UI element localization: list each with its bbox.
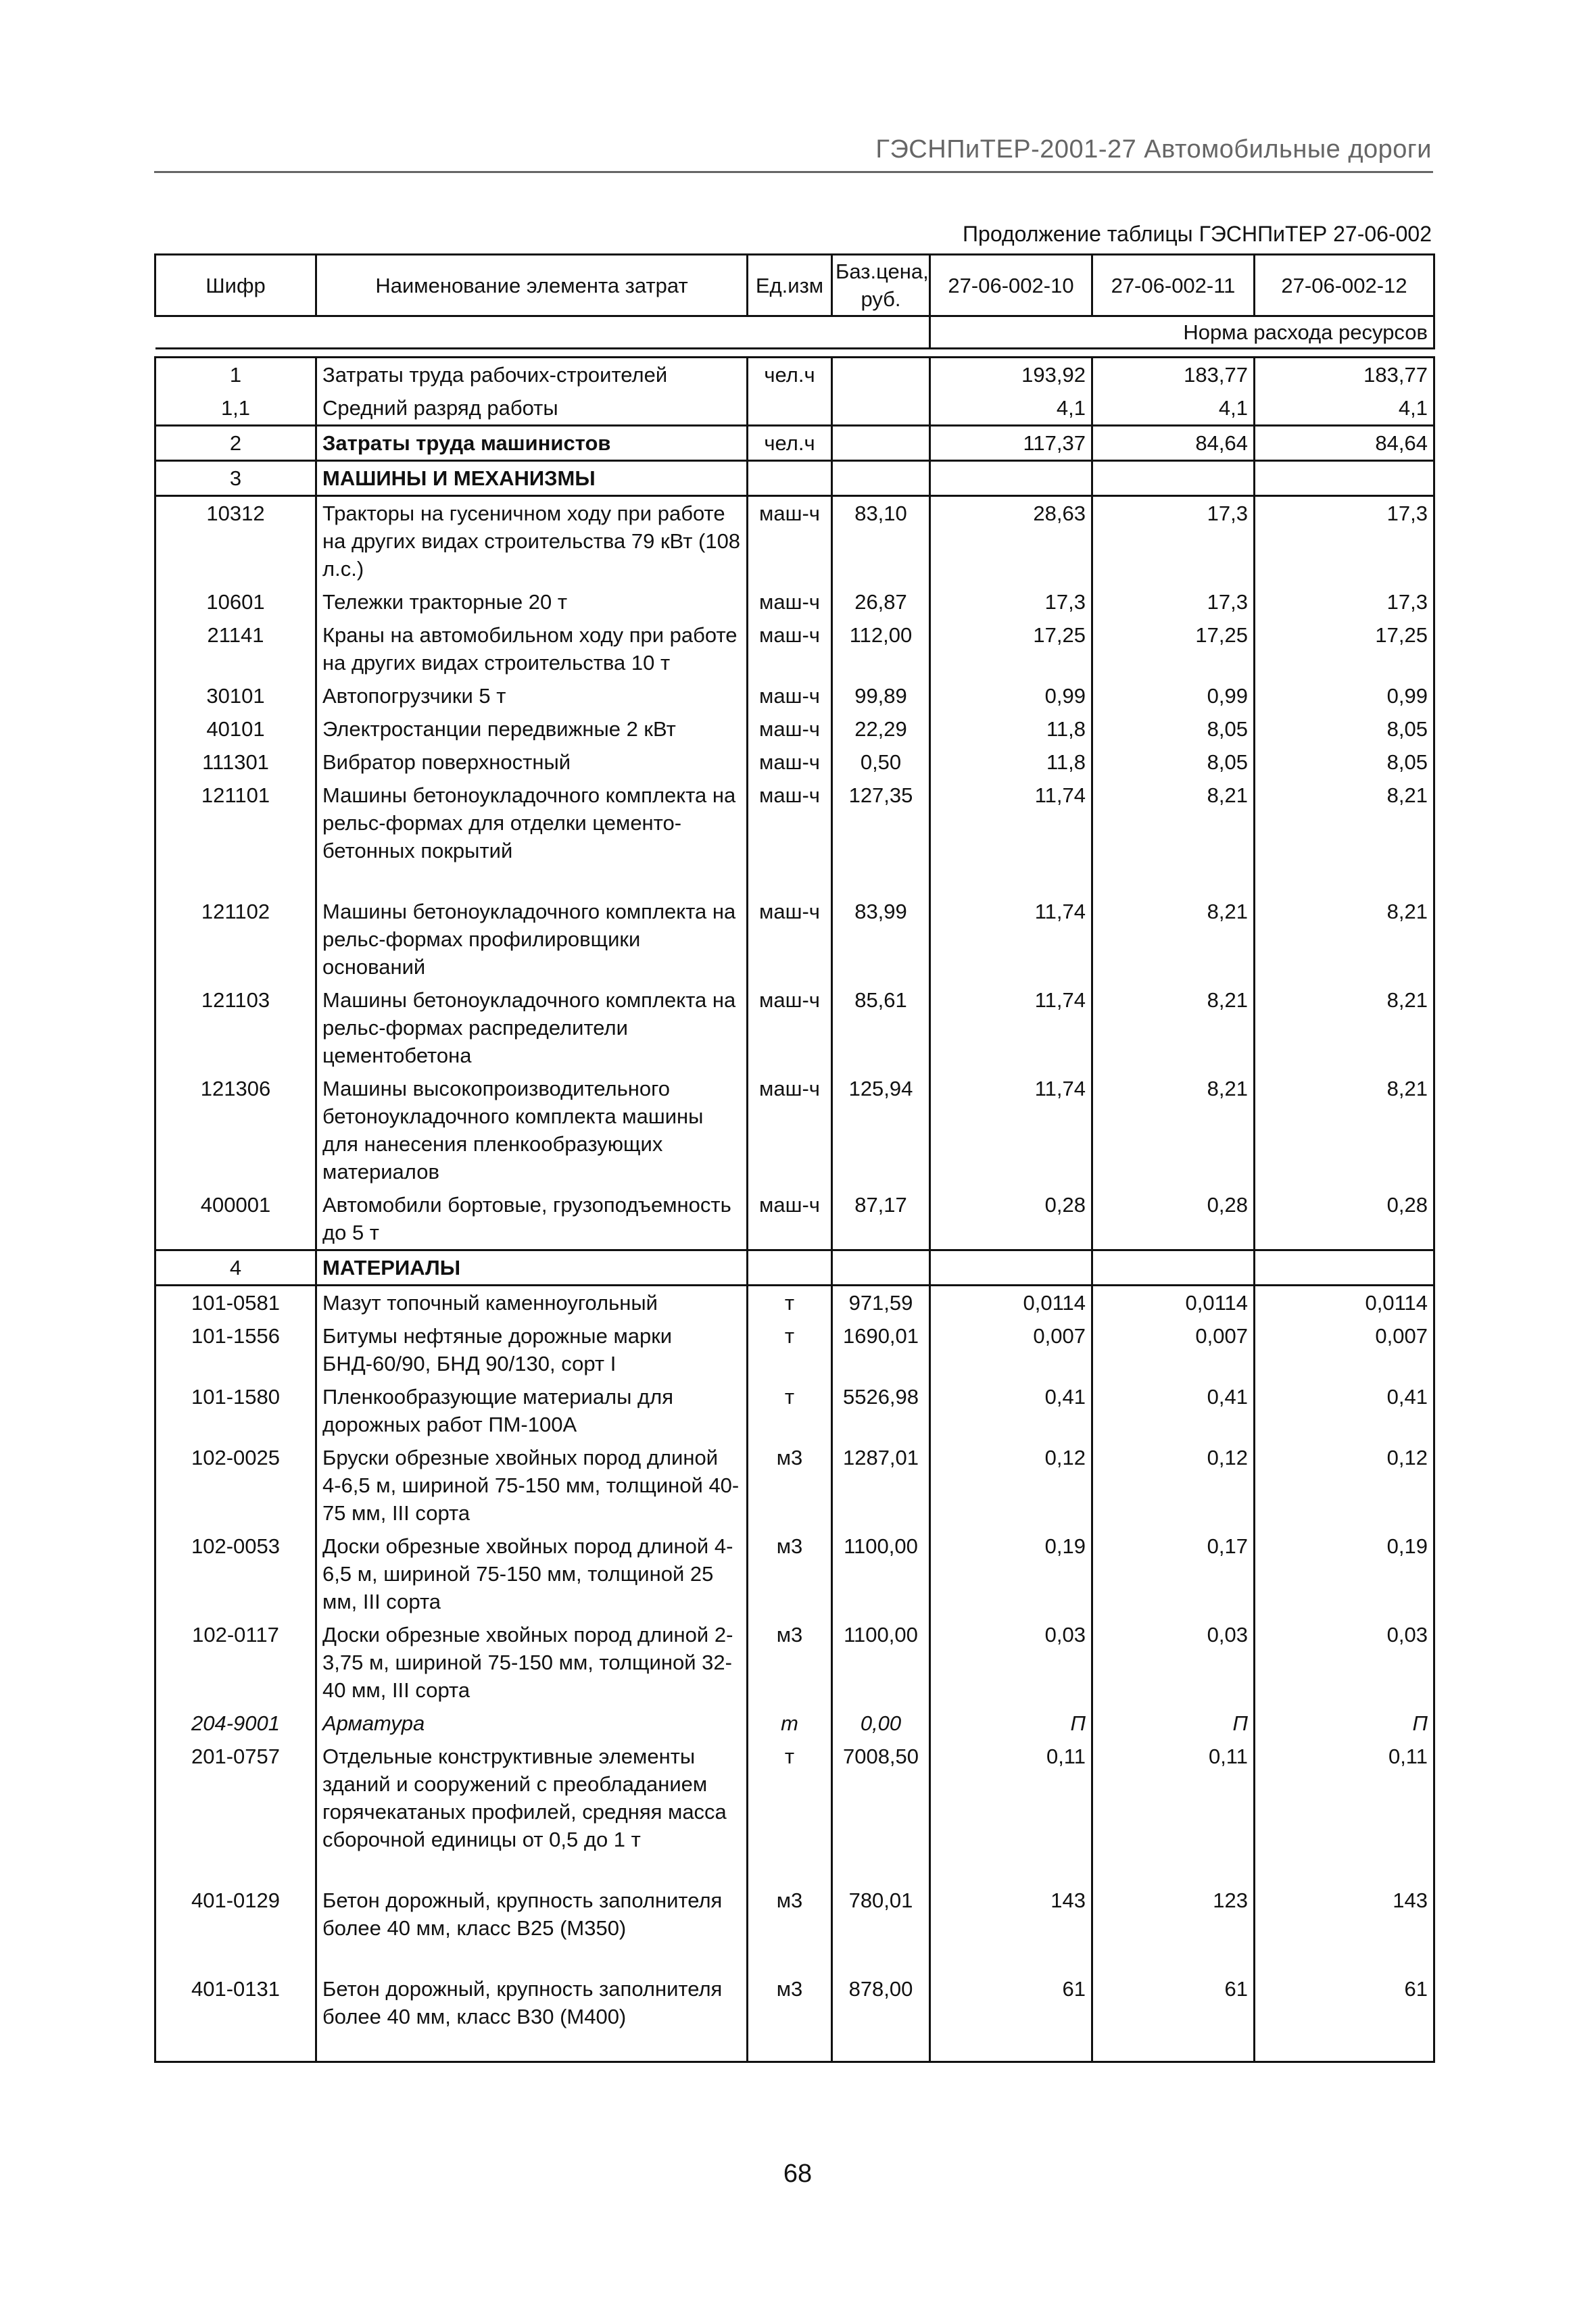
cell-norm-10: 17,3 [930, 585, 1092, 618]
table-header-row [155, 255, 1434, 316]
cell-unit: т [748, 1740, 832, 1884]
cell-price: 7008,50 [832, 1740, 930, 1884]
cell-norm-12: 17,3 [1255, 585, 1434, 618]
cell-norm-11: 8,21 [1092, 983, 1255, 1072]
cell-norm-12: 8,05 [1255, 746, 1434, 779]
cell-norm-12: 8,21 [1255, 983, 1434, 1072]
cell-name: Тракторы на гусеничном ходу при работе на других видах строительства 79 кВт (108 л.с.) [316, 496, 748, 586]
cell-norm-11: 0,007 [1092, 1319, 1255, 1380]
cell-norm-10: 17,25 [930, 618, 1092, 679]
cell-unit: чел.ч [748, 358, 832, 392]
cell-norm-12: 0,19 [1255, 1530, 1434, 1618]
labor-rows [155, 358, 1434, 461]
cell-name: Средний разряд работы [316, 391, 748, 426]
cell-norm-12: 0,12 [1255, 1441, 1434, 1530]
table-row [155, 358, 1434, 392]
cell-norm-10: 0,19 [930, 1530, 1092, 1618]
cell-norm-12: 143 [1255, 1884, 1434, 1972]
cell-unit: т [748, 1707, 832, 1740]
cell-norm-10: 4,1 [930, 391, 1092, 426]
cell-code: 10312 [155, 496, 316, 586]
table-row [155, 1380, 1434, 1441]
cell-name: Отдельные конструктивные элементы зданий и сооружений с преобладанием горячекатаных профилей, средняя масса сборочной единицы от 0,5 до 1 т [316, 1740, 748, 1884]
cell-unit: маш-ч [748, 712, 832, 746]
cell-price: 1287,01 [832, 1441, 930, 1530]
resource-table [154, 253, 1435, 2063]
cell-norm-10: 0,03 [930, 1618, 1092, 1707]
cell-unit [748, 391, 832, 426]
cell-price: 87,17 [832, 1188, 930, 1250]
cell-unit: м3 [748, 1618, 832, 1707]
cell-unit: маш-ч [748, 679, 832, 712]
col-header-code: Шифр [155, 255, 316, 316]
cell-norm-11: 84,64 [1092, 426, 1255, 461]
cell-norm-12: 0,11 [1255, 1740, 1434, 1884]
table-row [155, 585, 1434, 618]
cell-price [832, 358, 930, 392]
cell-name: Бруски обрезные хвойных пород длиной 4-6,5 м, шириной 75-150 мм, толщиной 40-75 мм, III сорта [316, 1441, 748, 1530]
cell-norm-10: 0,28 [930, 1188, 1092, 1250]
cell-code: 400001 [155, 1188, 316, 1250]
col-header-norm-11: 27-06-002-11 [1092, 255, 1255, 316]
cell-norm-10: 0,11 [930, 1740, 1092, 1884]
table-row [155, 1618, 1434, 1707]
table-row [155, 1972, 1434, 2062]
cell-unit: маш-ч [748, 1188, 832, 1250]
material-rows [155, 1250, 1434, 2062]
cell-norm-12: 0,99 [1255, 679, 1434, 712]
cell-norm-10: 117,37 [930, 426, 1092, 461]
table-row [155, 1441, 1434, 1530]
cell-unit: м3 [748, 1972, 832, 2062]
cell-code: 102-0117 [155, 1618, 316, 1707]
cell-price: 112,00 [832, 618, 930, 679]
cell-norm-11: 0,99 [1092, 679, 1255, 712]
cell-unit: маш-ч [748, 1072, 832, 1188]
cell-unit: маш-ч [748, 585, 832, 618]
cell-norm-11: 61 [1092, 1972, 1255, 2062]
cell-norm-12: 8,21 [1255, 895, 1434, 983]
cell-norm-11: 8,21 [1092, 779, 1255, 895]
cell-name: Машины бетоноукладочного комплекта на рельс-формах профилировщики оснований [316, 895, 748, 983]
cell-name: Машины высокопроизводительного бетоноукладочного комплекта машины для нанесения пленкообразующих материалов [316, 1072, 748, 1188]
cell-code: 102-0025 [155, 1441, 316, 1530]
cell-code: 10601 [155, 585, 316, 618]
cell-norm-12: 0,0114 [1255, 1286, 1434, 1320]
table-row [155, 1707, 1434, 1740]
cell-code: 121306 [155, 1072, 316, 1188]
cell-norm-10: 193,92 [930, 358, 1092, 392]
cell-code: 401-0131 [155, 1972, 316, 2062]
section-title: МАШИНЫ И МЕХАНИЗМЫ [316, 461, 748, 496]
cell-norm-11: 0,41 [1092, 1380, 1255, 1441]
cell-name: Машины бетоноукладочного комплекта на рельс-формах для отделки цементо-бетонных покрытий [316, 779, 748, 895]
cell-norm-11: 123 [1092, 1884, 1255, 1972]
cell-norm-10: 0,007 [930, 1319, 1092, 1380]
table-row [155, 1188, 1434, 1250]
cell-code: 121103 [155, 983, 316, 1072]
machine-rows [155, 461, 1434, 1250]
cell-name: Битумы нефтяные дорожные марки БНД-60/90, БНД 90/130, сорт I [316, 1319, 748, 1380]
table-row [155, 983, 1434, 1072]
cell-code: 2 [155, 426, 316, 461]
cell-name: Вибратор поверхностный [316, 746, 748, 779]
cell-norm-12: 183,77 [1255, 358, 1434, 392]
cell-name: Доски обрезные хвойных пород длиной 4-6,5 м, шириной 75-150 мм, толщиной 25 мм, III сорта [316, 1530, 748, 1618]
norm-label: Норма расхода ресурсов [930, 316, 1434, 349]
cell-unit: т [748, 1286, 832, 1320]
cell-name: Бетон дорожный, крупность заполнителя более 40 мм, класс В30 (М400) [316, 1972, 748, 2062]
cell-price: 83,99 [832, 895, 930, 983]
cell-price: 0,00 [832, 1707, 930, 1740]
cell-norm-12: П [1255, 1707, 1434, 1740]
cell-norm-12: 8,21 [1255, 779, 1434, 895]
cell-norm-11: 0,12 [1092, 1441, 1255, 1530]
cell-code: 40101 [155, 712, 316, 746]
cell-unit: маш-ч [748, 895, 832, 983]
cell-norm-11: 0,0114 [1092, 1286, 1255, 1320]
cell-norm-10: 11,74 [930, 779, 1092, 895]
page-number: 68 [783, 2160, 813, 2188]
col-header-unit: Ед.изм [748, 255, 832, 316]
cell-name: Краны на автомобильном ходу при работе на других видах строительства 10 т [316, 618, 748, 679]
table-row [155, 496, 1434, 586]
cell-name: Арматура [316, 1707, 748, 1740]
cell-unit: м3 [748, 1884, 832, 1972]
table-row [155, 1884, 1434, 1972]
cell-norm-12: 8,05 [1255, 712, 1434, 746]
cell-norm-10: 0,41 [930, 1380, 1092, 1441]
cell-norm-11: 17,3 [1092, 585, 1255, 618]
cell-norm-11: 0,03 [1092, 1618, 1255, 1707]
cell-norm-12: 0,03 [1255, 1618, 1434, 1707]
cell-norm-11: 8,21 [1092, 1072, 1255, 1188]
cell-norm-11: 17,3 [1092, 496, 1255, 586]
cell-price: 26,87 [832, 585, 930, 618]
cell-unit: м3 [748, 1530, 832, 1618]
table-row [155, 712, 1434, 746]
cell-name: Тележки тракторные 20 т [316, 585, 748, 618]
cell-name: Доски обрезные хвойных пород длиной 2-3,75 м, шириной 75-150 мм, толщиной 32-40 мм, III сорта [316, 1618, 748, 1707]
table-row [155, 679, 1434, 712]
cell-code: 204-9001 [155, 1707, 316, 1740]
table-row [155, 391, 1434, 426]
col-header-norm-12: 27-06-002-12 [1255, 255, 1434, 316]
cell-code: 102-0053 [155, 1530, 316, 1618]
cell-code: 30101 [155, 679, 316, 712]
cell-norm-10: 0,0114 [930, 1286, 1092, 1320]
cell-name: Затраты труда машинистов [316, 426, 748, 461]
section-code: 4 [155, 1250, 316, 1286]
col-header-name: Наименование элемента затрат [316, 255, 748, 316]
table-row [155, 1530, 1434, 1618]
cell-norm-12: 17,3 [1255, 496, 1434, 586]
cell-norm-11: 8,05 [1092, 746, 1255, 779]
cell-norm-10: 28,63 [930, 496, 1092, 586]
cell-norm-10: 0,99 [930, 679, 1092, 712]
cell-norm-11: 8,05 [1092, 712, 1255, 746]
cell-code: 201-0757 [155, 1740, 316, 1884]
table-row [155, 746, 1434, 779]
cell-norm-11: 0,17 [1092, 1530, 1255, 1618]
cell-unit: маш-ч [748, 618, 832, 679]
cell-norm-10: П [930, 1707, 1092, 1740]
table-row [155, 1072, 1434, 1188]
cell-unit: маш-ч [748, 746, 832, 779]
cell-code: 1 [155, 358, 316, 392]
cell-unit: т [748, 1319, 832, 1380]
cell-code: 121102 [155, 895, 316, 983]
cell-price: 1690,01 [832, 1319, 930, 1380]
cell-code: 401-0129 [155, 1884, 316, 1972]
cell-unit: маш-ч [748, 983, 832, 1072]
section-code: 3 [155, 461, 316, 496]
cell-price: 85,61 [832, 983, 930, 1072]
section-title: МАТЕРИАЛЫ [316, 1250, 748, 1286]
cell-norm-12: 17,25 [1255, 618, 1434, 679]
cell-norm-11: 17,25 [1092, 618, 1255, 679]
cell-price: 0,50 [832, 746, 930, 779]
cell-unit: м3 [748, 1441, 832, 1530]
cell-norm-11: 8,21 [1092, 895, 1255, 983]
cell-name: Автопогрузчики 5 т [316, 679, 748, 712]
cell-price: 780,01 [832, 1884, 930, 1972]
cell-name: Электростанции передвижные 2 кВт [316, 712, 748, 746]
cell-norm-10: 11,8 [930, 746, 1092, 779]
cell-norm-11: 183,77 [1092, 358, 1255, 392]
table-row [155, 426, 1434, 461]
cell-name: Затраты труда рабочих-строителей [316, 358, 748, 392]
cell-norm-12: 8,21 [1255, 1072, 1434, 1188]
cell-norm-10: 61 [930, 1972, 1092, 2062]
cell-norm-12: 0,28 [1255, 1188, 1434, 1250]
cell-norm-10: 11,74 [930, 895, 1092, 983]
cell-price: 1100,00 [832, 1530, 930, 1618]
cell-code: 1,1 [155, 391, 316, 426]
cell-code: 101-1580 [155, 1380, 316, 1441]
cell-norm-11: П [1092, 1707, 1255, 1740]
cell-price: 125,94 [832, 1072, 930, 1188]
cell-unit: т [748, 1380, 832, 1441]
cell-unit: маш-ч [748, 779, 832, 895]
cell-price: 5526,98 [832, 1380, 930, 1441]
cell-code: 21141 [155, 618, 316, 679]
cell-name: Автомобили бортовые, грузоподъемность до 5 т [316, 1188, 748, 1250]
cell-norm-11: 4,1 [1092, 391, 1255, 426]
cell-norm-10: 11,74 [930, 983, 1092, 1072]
cell-unit: маш-ч [748, 496, 832, 586]
cell-price: 127,35 [832, 779, 930, 895]
cell-code: 101-1556 [155, 1319, 316, 1380]
cell-norm-10: 11,74 [930, 1072, 1092, 1188]
cell-norm-12: 0,41 [1255, 1380, 1434, 1441]
norm-label-row [155, 316, 1434, 349]
cell-norm-10: 143 [930, 1884, 1092, 1972]
cell-norm-12: 84,64 [1255, 426, 1434, 461]
header-rule [154, 171, 1433, 173]
cell-price: 878,00 [832, 1972, 930, 2062]
cell-price: 971,59 [832, 1286, 930, 1320]
cell-name: Бетон дорожный, крупность заполнителя более 40 мм, класс В25 (М350) [316, 1884, 748, 1972]
cell-norm-12: 0,007 [1255, 1319, 1434, 1380]
cell-code: 121101 [155, 779, 316, 895]
cell-price: 83,10 [832, 496, 930, 586]
cell-unit: чел.ч [748, 426, 832, 461]
cell-norm-11: 0,11 [1092, 1740, 1255, 1884]
table-row [155, 1319, 1434, 1380]
table-row [155, 1740, 1434, 1884]
cell-norm-10: 11,8 [930, 712, 1092, 746]
cell-name: Мазут топочный каменноугольный [316, 1286, 748, 1320]
table-row [155, 895, 1434, 983]
cell-price: 1100,00 [832, 1618, 930, 1707]
cell-norm-12: 61 [1255, 1972, 1434, 2062]
table-row [155, 779, 1434, 895]
cell-norm-11: 0,28 [1092, 1188, 1255, 1250]
cell-price [832, 391, 930, 426]
table-row [155, 1286, 1434, 1320]
cell-code: 111301 [155, 746, 316, 779]
cell-norm-10: 0,12 [930, 1441, 1092, 1530]
cell-price: 22,29 [832, 712, 930, 746]
section-machines-row [155, 461, 1434, 496]
cell-code: 101-0581 [155, 1286, 316, 1320]
running-header: ГЭСНПиТЕР-2001-27 Автомобильные дороги [875, 135, 1432, 164]
cell-name: Машины бетоноукладочного комплекта на рельс-формах распределители цементобетона [316, 983, 748, 1072]
col-header-price: Баз.цена, руб. [832, 255, 930, 316]
cell-norm-12: 4,1 [1255, 391, 1434, 426]
table-row [155, 618, 1434, 679]
col-header-norm-10: 27-06-002-10 [930, 255, 1092, 316]
table-continuation-caption: Продолжение таблицы ГЭСНПиТЕР 27-06-002 [963, 222, 1432, 246]
cell-name: Пленкообразующие материалы для дорожных работ ПМ-100А [316, 1380, 748, 1441]
cell-price: 99,89 [832, 679, 930, 712]
cell-price [832, 426, 930, 461]
section-materials-row [155, 1250, 1434, 1286]
